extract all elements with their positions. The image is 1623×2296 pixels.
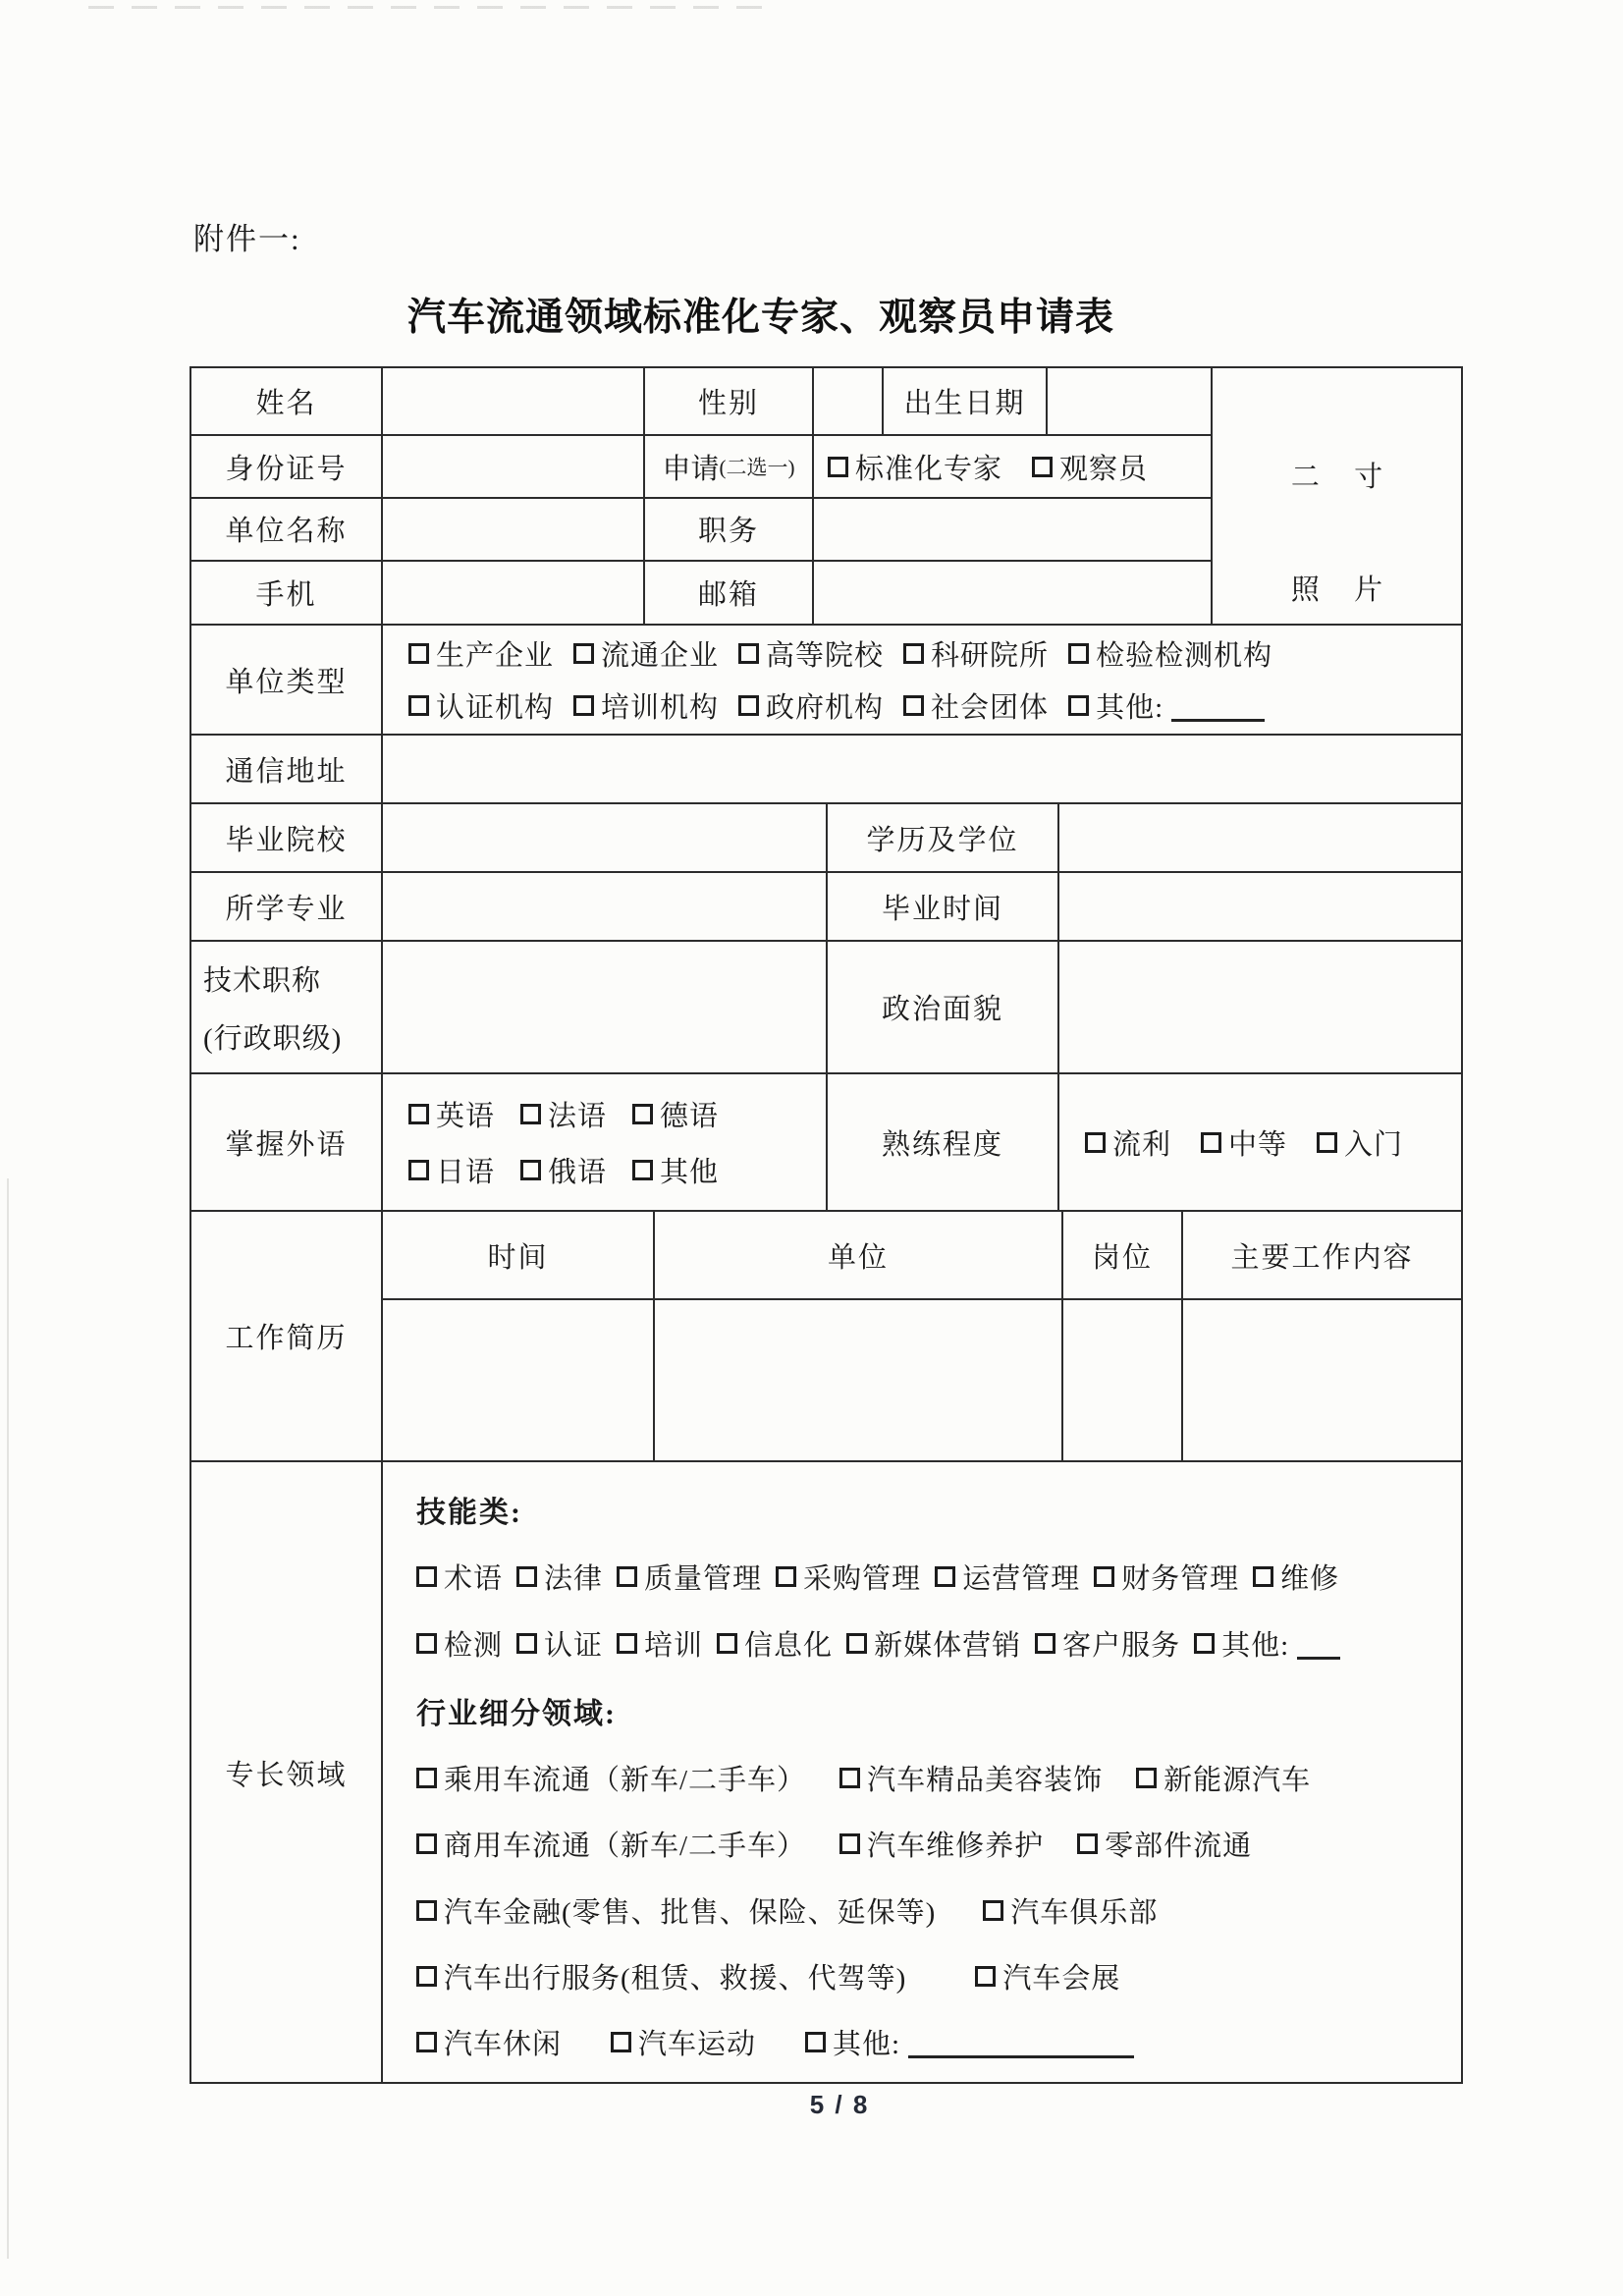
fill-in-blank-line[interactable] (1297, 1627, 1340, 1660)
politics-input-cell[interactable] (1059, 942, 1461, 1072)
work-unit-input-cell[interactable] (655, 1300, 1063, 1460)
row-major (191, 873, 1461, 942)
checkbox-label: 汽车维修养护 (867, 1831, 1045, 1863)
checkbox-option[interactable] (416, 1824, 806, 1864)
row-expertise (191, 1462, 1461, 2084)
checkbox-label: 入门 (1344, 1128, 1404, 1161)
checkbox-option[interactable] (416, 2022, 562, 2062)
checkbox-icon[interactable] (903, 643, 924, 664)
industry-other-option[interactable] (805, 2022, 1134, 2062)
checkbox-option[interactable] (632, 1094, 719, 1134)
birth-date-label: 出生日期 (884, 368, 1048, 434)
checkbox-option[interactable] (828, 447, 1002, 487)
checkbox-icon[interactable] (1094, 1566, 1114, 1587)
name-label: 姓名 (191, 368, 383, 434)
industry-heading: 行业细分领域: (416, 1697, 617, 1730)
language-row2 (408, 1150, 719, 1190)
photo-size-label: 二 寸 (1290, 462, 1397, 493)
checkbox-icon[interactable] (776, 1566, 796, 1587)
checkbox-icon[interactable] (738, 643, 759, 664)
checkbox-label: 检测 (444, 1629, 504, 1662)
birth-date-input-cell[interactable] (1048, 368, 1209, 434)
industry-row4 (416, 1956, 1451, 1996)
checkbox-icon[interactable] (516, 1633, 537, 1654)
proficiency-label: 熟练程度 (828, 1074, 1059, 1210)
checkbox-option[interactable] (903, 685, 1049, 726)
name-input-cell[interactable] (383, 368, 645, 434)
checkbox-option[interactable] (416, 1557, 503, 1597)
page-number: 5 / 8 (809, 2090, 870, 2119)
checkbox-option[interactable] (1201, 1122, 1287, 1163)
apply-label-text: 申请 (662, 453, 720, 485)
checkbox-label: 德语 (660, 1101, 720, 1132)
checkbox-icon[interactable] (416, 1566, 437, 1587)
checkbox-icon[interactable] (1077, 1833, 1098, 1854)
checkbox-option[interactable] (839, 1758, 1103, 1798)
checkbox-label: 客户服务 (1062, 1629, 1181, 1662)
checkbox-icon[interactable] (1068, 695, 1089, 716)
skills-other-label: 其他: (1221, 1629, 1290, 1662)
checkbox-label: 中等 (1228, 1128, 1288, 1161)
checkbox-option[interactable] (717, 1623, 833, 1664)
row-org-type (191, 626, 1461, 736)
checkbox-label: 汽车出行服务(租赁、救援、代驾等) (444, 1962, 907, 1995)
major-input-cell[interactable] (383, 873, 828, 940)
checkbox-label: 财务管理 (1121, 1563, 1240, 1596)
checkbox-label: 乘用车流通（新车/二手车） (444, 1765, 807, 1796)
checkbox-icon[interactable] (839, 1833, 860, 1854)
checkbox-icon[interactable] (1068, 643, 1089, 664)
politics-label: 政治面貌 (828, 942, 1059, 1072)
checkbox-icon[interactable] (1035, 1633, 1055, 1654)
checkbox-option[interactable] (1068, 633, 1272, 674)
checkbox-option[interactable] (776, 1557, 921, 1597)
address-label: 通信地址 (191, 736, 383, 802)
checkbox-icon[interactable] (839, 1768, 860, 1788)
checkbox-option[interactable] (408, 1150, 495, 1190)
row-tech-title (191, 942, 1461, 1074)
industry-row5 (416, 2022, 1451, 2062)
gender-input-cell[interactable] (814, 368, 884, 434)
checkbox-label: 观察员 (1059, 453, 1149, 485)
apply-options-cell (814, 436, 1209, 497)
checkbox-label: 流通企业 (601, 640, 720, 672)
checkbox-icon[interactable] (573, 695, 594, 716)
checkbox-option[interactable] (416, 1623, 503, 1664)
checkbox-option[interactable] (516, 1557, 603, 1597)
application-form-table (189, 366, 1463, 2084)
checkbox-icon[interactable] (632, 1160, 653, 1180)
org-type-row2-options (408, 685, 1049, 726)
checkbox-label: 汽车金融(零售、批售、保险、延保等) (444, 1896, 937, 1929)
skills-row1 (416, 1557, 1451, 1597)
checkbox-label: 政府机构 (766, 692, 885, 724)
checkbox-icon[interactable] (1194, 1633, 1215, 1654)
grad-time-input-cell[interactable] (1059, 873, 1461, 940)
checkbox-icon[interactable] (1317, 1132, 1337, 1153)
checkbox-icon[interactable] (828, 457, 848, 477)
work-col-duties: 主要工作内容 (1230, 1241, 1414, 1274)
checkbox-icon[interactable] (416, 1966, 437, 1987)
checkbox-label: 其他 (660, 1157, 720, 1188)
checkbox-label: 商用车流通（新车/二手车） (444, 1831, 807, 1863)
skills-heading: 技能类: (416, 1497, 522, 1529)
degree-input-cell[interactable] (1059, 804, 1461, 871)
checkbox-option[interactable] (573, 633, 719, 674)
checkbox-option[interactable] (416, 1758, 806, 1798)
photo-label: 照 片 (1290, 574, 1397, 606)
industry-other-label: 其他: (833, 2029, 901, 2060)
checkbox-icon[interactable] (408, 643, 429, 664)
language-label: 掌握外语 (191, 1074, 383, 1210)
grad-time-label: 毕业时间 (828, 873, 1059, 940)
checkbox-option[interactable] (416, 1890, 936, 1931)
checkbox-icon[interactable] (416, 1633, 437, 1654)
expertise-content-cell (383, 1462, 1461, 2084)
checkbox-icon[interactable] (520, 1160, 541, 1180)
checkbox-label: 汽车休闲 (444, 2029, 563, 2060)
tech-title-input-cell[interactable] (383, 942, 828, 1072)
checkbox-option[interactable] (520, 1094, 607, 1134)
checkbox-label: 日语 (436, 1157, 496, 1188)
checkbox-label: 汽车精品美容装饰 (867, 1765, 1104, 1796)
checkbox-option[interactable] (408, 1094, 495, 1134)
checkbox-label: 认证 (544, 1629, 604, 1662)
checkbox-icon[interactable] (903, 695, 924, 716)
checkbox-option[interactable] (846, 1623, 1021, 1664)
checkbox-option[interactable] (408, 633, 554, 674)
checkbox-option[interactable] (983, 1890, 1158, 1931)
position-input-cell[interactable] (814, 499, 1209, 560)
row-mobile (191, 562, 1211, 625)
checkbox-icon[interactable] (408, 1160, 429, 1180)
work-col-unit: 单位 (655, 1212, 1063, 1298)
checkbox-icon[interactable] (1201, 1132, 1221, 1153)
checkbox-option[interactable] (935, 1557, 1080, 1597)
row-school (191, 804, 1461, 873)
org-type-options-cell (383, 626, 1461, 734)
org-type-row2 (408, 685, 1265, 726)
checkbox-label: 维修 (1280, 1563, 1340, 1596)
checkbox-icon[interactable] (1085, 1132, 1106, 1153)
major-label: 所学专业 (191, 873, 383, 940)
industry-row3 (416, 1890, 1451, 1931)
checkbox-label: 零部件流通 (1105, 1831, 1253, 1863)
checkbox-icon[interactable] (975, 1966, 996, 1987)
checkbox-icon[interactable] (516, 1566, 537, 1587)
language-row1 (408, 1094, 719, 1134)
scan-artifact-top (88, 6, 776, 9)
checkbox-option[interactable] (516, 1623, 603, 1664)
org-type-label: 单位类型 (191, 626, 383, 734)
expertise-label: 专长领域 (191, 1462, 383, 2084)
id-number-input-cell[interactable] (383, 436, 645, 497)
checkbox-label: 运营管理 (962, 1563, 1081, 1596)
org-type-row1 (408, 633, 1272, 674)
checkbox-icon[interactable] (416, 2032, 437, 2052)
industry-row5-options (416, 2022, 756, 2062)
checkbox-option[interactable] (839, 1824, 1044, 1864)
skills-row2-options (416, 1623, 1180, 1664)
checkbox-option[interactable] (1136, 1758, 1311, 1798)
org-type-other-option[interactable] (1068, 685, 1265, 726)
row-work-history (191, 1212, 1461, 1462)
work-duties-input-cell[interactable] (1183, 1300, 1461, 1460)
checkbox-label: 培训 (644, 1629, 704, 1662)
checkbox-label: 信息化 (744, 1629, 834, 1662)
checkbox-label: 质量管理 (644, 1563, 763, 1596)
checkbox-icon[interactable] (408, 1104, 429, 1124)
school-label: 毕业院校 (191, 804, 383, 871)
checkbox-icon[interactable] (805, 2032, 826, 2052)
checkbox-label: 检验检测机构 (1096, 640, 1273, 672)
photo-box[interactable] (1211, 368, 1461, 624)
checkbox-label: 培训机构 (601, 692, 720, 724)
work-history-empty-row (383, 1300, 1461, 1460)
checkbox-icon[interactable] (611, 2032, 631, 2052)
mobile-input-cell[interactable] (383, 562, 645, 625)
id-number-label: 身份证号 (191, 436, 383, 497)
work-history-header (383, 1212, 1461, 1300)
work-col-post: 岗位 (1063, 1212, 1183, 1298)
checkbox-option[interactable] (520, 1150, 607, 1190)
checkbox-label: 俄语 (548, 1157, 608, 1188)
checkbox-icon[interactable] (717, 1633, 737, 1654)
work-post-input-cell[interactable] (1063, 1300, 1183, 1460)
gender-label: 性别 (645, 368, 814, 434)
checkbox-option[interactable] (738, 685, 884, 726)
work-history-label: 工作简历 (191, 1212, 383, 1460)
checkbox-label: 汽车俱乐部 (1010, 1896, 1159, 1929)
checkbox-option[interactable] (632, 1150, 719, 1190)
checkbox-label: 标准化专家 (855, 453, 1003, 485)
mobile-label: 手机 (191, 562, 383, 625)
basic-info-block (191, 368, 1461, 626)
checkbox-label: 高等院校 (766, 640, 885, 672)
checkbox-icon[interactable] (520, 1104, 541, 1124)
skills-row2 (416, 1623, 1451, 1664)
checkbox-icon[interactable] (1136, 1768, 1157, 1788)
checkbox-option[interactable] (1317, 1122, 1403, 1163)
checkbox-label: 英语 (436, 1101, 496, 1132)
org-name-label: 单位名称 (191, 499, 383, 560)
language-options-cell (383, 1074, 828, 1210)
school-input-cell[interactable] (383, 804, 828, 871)
degree-label: 学历及学位 (828, 804, 1059, 871)
row-id (191, 436, 1211, 499)
checkbox-icon[interactable] (617, 1566, 637, 1587)
address-input-cell[interactable] (383, 736, 1461, 802)
checkbox-icon[interactable] (983, 1900, 1003, 1921)
row-name (191, 368, 1211, 436)
org-type-other-label: 其他: (1096, 692, 1164, 724)
checkbox-icon[interactable] (416, 1900, 437, 1921)
checkbox-icon[interactable] (416, 1768, 437, 1788)
checkbox-option[interactable] (617, 1557, 762, 1597)
skills-other-option[interactable] (1194, 1623, 1340, 1664)
checkbox-label: 采购管理 (803, 1563, 922, 1596)
checkbox-icon[interactable] (416, 1833, 437, 1854)
checkbox-label: 生产企业 (436, 640, 555, 672)
checkbox-option[interactable] (573, 685, 719, 726)
row-language (191, 1074, 1461, 1212)
checkbox-icon[interactable] (408, 695, 429, 716)
proficiency-options-cell (1059, 1074, 1461, 1210)
checkbox-icon[interactable] (738, 695, 759, 716)
checkbox-option[interactable] (611, 2022, 756, 2062)
apply-note: (二选一) (719, 456, 795, 480)
email-label: 邮箱 (645, 562, 814, 625)
form-title: 汽车流通领域标准化专家、观察员申请表 (406, 297, 1114, 339)
checkbox-icon[interactable] (632, 1104, 653, 1124)
checkbox-option[interactable] (975, 1956, 1120, 1996)
email-input-cell[interactable] (814, 562, 1209, 625)
industry-row1 (416, 1758, 1451, 1798)
checkbox-option[interactable] (1085, 1122, 1171, 1163)
checkbox-label: 法律 (544, 1563, 604, 1596)
tech-title-label (191, 942, 383, 1072)
checkbox-option[interactable] (903, 633, 1049, 674)
checkbox-icon[interactable] (1032, 457, 1053, 477)
checkbox-option[interactable] (738, 633, 884, 674)
attachment-label: 附件一: (193, 222, 301, 256)
apply-label (645, 436, 814, 497)
checkbox-option[interactable] (1077, 1824, 1252, 1864)
checkbox-label: 法语 (548, 1101, 608, 1132)
checkbox-option[interactable] (1035, 1623, 1180, 1664)
row-org-name (191, 499, 1211, 562)
work-col-time: 时间 (383, 1212, 655, 1298)
org-name-input-cell[interactable] (383, 499, 645, 560)
tech-title-line1: 技术职称 (203, 964, 322, 997)
industry-row2 (416, 1824, 1451, 1864)
checkbox-icon[interactable] (1253, 1566, 1273, 1587)
checkbox-label: 新能源汽车 (1163, 1765, 1312, 1796)
checkbox-label: 科研院所 (931, 640, 1050, 672)
checkbox-label: 社会团体 (931, 692, 1050, 724)
checkbox-label: 流利 (1112, 1128, 1172, 1161)
checkbox-option[interactable] (1253, 1557, 1339, 1597)
checkbox-option[interactable] (1094, 1557, 1239, 1597)
checkbox-label: 认证机构 (436, 692, 555, 724)
checkbox-option[interactable] (416, 1956, 906, 1996)
work-history-subtable (383, 1212, 1461, 1460)
checkbox-label: 术语 (444, 1563, 504, 1596)
basic-info-left (191, 368, 1211, 624)
fill-in-blank-line[interactable] (1171, 689, 1265, 722)
checkbox-option[interactable] (1032, 447, 1148, 487)
checkbox-option[interactable] (617, 1623, 703, 1664)
fill-in-blank-line[interactable] (908, 2026, 1134, 2058)
row-address (191, 736, 1461, 804)
checkbox-icon[interactable] (846, 1633, 867, 1654)
checkbox-label: 汽车会展 (1002, 1962, 1121, 1995)
checkbox-label: 新媒体营销 (874, 1629, 1022, 1662)
work-time-input-cell[interactable] (383, 1300, 655, 1460)
checkbox-option[interactable] (408, 685, 554, 726)
checkbox-icon[interactable] (935, 1566, 955, 1587)
checkbox-icon[interactable] (573, 643, 594, 664)
checkbox-label: 汽车运动 (638, 2029, 757, 2060)
tech-title-line2: (行政职级) (203, 1022, 343, 1055)
position-label: 职务 (645, 499, 814, 560)
checkbox-icon[interactable] (617, 1633, 637, 1654)
